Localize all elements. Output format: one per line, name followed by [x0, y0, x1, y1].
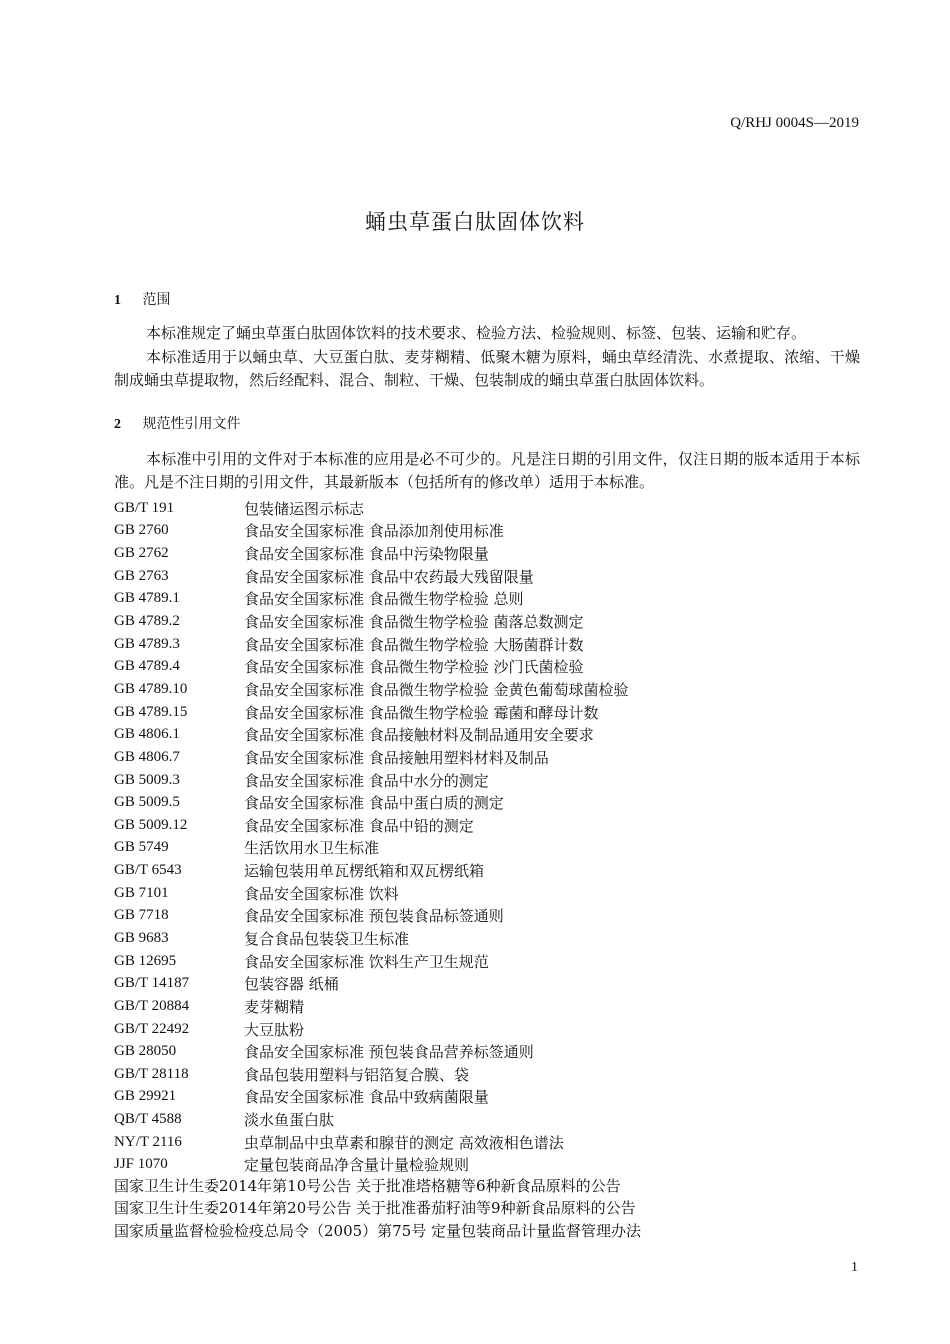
reference-code: GB 4789.2: [114, 613, 180, 630]
reference-row: [114, 520, 864, 543]
reference-code: GB/T 20884: [114, 997, 190, 1014]
reference-code: GB 4789.4: [114, 658, 180, 675]
reference-row: [114, 701, 864, 724]
reference-code: GB 5749: [114, 839, 169, 856]
reference-code: GB/T 14187: [114, 975, 190, 992]
reference-row: [114, 972, 864, 995]
reference-code: GB 2762: [114, 545, 169, 562]
reference-title: 食品安全国家标准 食品中水分的测定: [244, 771, 489, 790]
reference-code: GB 2760: [114, 522, 169, 539]
reference-code: GB 28050: [114, 1043, 177, 1060]
reference-row: [114, 655, 864, 678]
section-2-title: 规范性引用文件: [142, 416, 241, 432]
reference-title: 食品安全国家标准 食品中致病菌限量: [244, 1088, 489, 1107]
reference-row: [114, 927, 864, 950]
reference-code: GB/T 28118: [114, 1065, 189, 1082]
reference-row: [114, 497, 864, 520]
reference-row: [114, 1131, 864, 1154]
reference-row: [114, 610, 864, 633]
reference-row: [114, 791, 864, 814]
reference-title: 食品安全国家标准 食品添加剂使用标准: [244, 522, 504, 541]
notice-list: [114, 1174, 874, 1242]
reference-row: [114, 995, 864, 1018]
notice-row: 国家卫生计生委2014年第10号公告 关于批准塔格糖等6种新食品原料的公告: [114, 1176, 621, 1195]
reference-code: GB 9683: [114, 929, 169, 946]
section-1-paragraph: 本标准规定了蛹虫草蛋白肽固体饮料的技术要求、检验方法、检验规则、标签、包装、运输和贮存。: [146, 324, 807, 342]
reference-title: 食品安全国家标准 食品中污染物限量: [244, 545, 489, 564]
section-1-number: 1: [114, 293, 121, 308]
section-1-heading: [114, 289, 170, 309]
reference-title: 食品安全国家标准 食品微生物学检验 大肠菌群计数: [244, 635, 584, 654]
reference-row: [114, 678, 864, 701]
section-2-intro: 本标准中引用的文件对于本标准的应用是必不可少的。凡是注日期的引用文件，仅注日期的版本适用于本标准。凡是不注日期的引用文件，其最新版本（包括所有的修改单）适用于本标准。: [114, 450, 860, 491]
reference-code: GB 12695: [114, 952, 177, 969]
reference-title: 食品安全国家标准 食品接触用塑料材料及制品: [244, 748, 549, 767]
document-title: 蛹虫草蛋白肽固体饮料: [365, 210, 585, 234]
notice-row: 国家质量监督检验检疫总局令（2005）第75号 定量包装商品计量监督管理办法: [114, 1222, 642, 1241]
reference-title: 食品安全国家标准 食品微生物学检验 菌落总数测定: [244, 613, 584, 632]
reference-title: 食品安全国家标准 饮料: [244, 884, 399, 903]
section-2-heading: [114, 413, 240, 433]
section-1-title: 范围: [142, 292, 171, 308]
reference-code: GB 4789.3: [114, 635, 180, 652]
reference-code: GB 4806.1: [114, 726, 180, 743]
reference-title: 定量包装商品净含量计量检验规则: [244, 1156, 470, 1175]
reference-title: 包装容器 纸桶: [244, 975, 339, 994]
reference-title: 食品安全国家标准 食品微生物学检验 沙门氏菌检验: [244, 658, 584, 677]
reference-title: 麦芽糊精: [244, 997, 305, 1016]
reference-code: GB 4789.15: [114, 703, 188, 720]
reference-row: [114, 588, 864, 611]
reference-code: GB 7718: [114, 907, 169, 924]
reference-row: [114, 542, 864, 565]
reference-title: 食品安全国家标准 预包装食品营养标签通则: [244, 1043, 534, 1062]
reference-code: GB 4789.1: [114, 590, 180, 607]
reference-row: [114, 746, 864, 769]
reference-code: GB 4806.7: [114, 748, 180, 765]
section-2-number: 2: [114, 417, 121, 432]
reference-row: [114, 1063, 864, 1086]
reference-code: GB 2763: [114, 567, 169, 584]
reference-code: NY/T 2116: [114, 1133, 182, 1150]
reference-title: 食品安全国家标准 食品中蛋白质的测定: [244, 794, 504, 813]
reference-title: 食品安全国家标准 饮料生产卫生规范: [244, 952, 489, 971]
reference-code: GB 4789.10: [114, 680, 188, 697]
reference-title: 大豆肽粉: [244, 1020, 305, 1039]
reference-row: [114, 882, 864, 905]
reference-title: 淡水鱼蛋白肽: [244, 1111, 335, 1130]
reference-row: [114, 769, 864, 792]
reference-row: [114, 905, 864, 928]
reference-title: 食品安全国家标准 食品微生物学检验 金黄色葡萄球菌检验: [244, 680, 629, 699]
reference-row: [114, 1018, 864, 1041]
reference-title: 虫草制品中虫草素和腺苷的测定 高效液相色谱法: [244, 1133, 564, 1152]
reference-title: 包装储运图示标志: [244, 499, 365, 518]
reference-list: [114, 497, 864, 1176]
reference-code: GB 5009.3: [114, 771, 180, 788]
reference-title: 食品安全国家标准 食品中农药最大残留限量: [244, 567, 534, 586]
reference-row: [114, 1154, 864, 1177]
reference-title: 食品安全国家标准 预包装食品标签通则: [244, 907, 504, 926]
reference-row: [114, 565, 864, 588]
reference-title: 食品安全国家标准 食品接触材料及制品通用安全要求: [244, 726, 594, 745]
reference-code: GB 5009.12: [114, 816, 188, 833]
reference-code: GB 7101: [114, 884, 169, 901]
document-code: Q/RHJ 0004S—2019: [730, 115, 859, 131]
reference-row: [114, 1040, 864, 1063]
reference-title: 复合食品包装袋卫生标准: [244, 929, 410, 948]
reference-row: [114, 950, 864, 973]
section-1-paragraph: 本标准适用于以蛹虫草、大豆蛋白肽、麦芽糊精、低聚木糖为原料，蛹虫草经清洗、水煮提取、浓缩、干燥制成蛹虫草提取物，然后经配料、混合、制粒、干燥、包装制成的蛹虫草蛋白肽固体饮料。: [114, 348, 860, 389]
reference-title: 食品安全国家标准 食品中铅的测定: [244, 816, 474, 835]
reference-row: [114, 723, 864, 746]
reference-row: [114, 859, 864, 882]
notice-row: 国家卫生计生委2014年第20号公告 关于批准番茄籽油等9种新食品原料的公告: [114, 1199, 636, 1218]
reference-title: 食品安全国家标准 食品微生物学检验 霉菌和酵母计数: [244, 703, 599, 722]
reference-row: [114, 814, 864, 837]
reference-row: [114, 837, 864, 860]
reference-title: 食品安全国家标准 食品微生物学检验 总则: [244, 590, 524, 609]
reference-code: GB/T 6543: [114, 862, 182, 879]
reference-title: 生活饮用水卫生标准: [244, 839, 380, 858]
reference-code: GB 5009.5: [114, 794, 180, 811]
reference-code: QB/T 4588: [114, 1111, 182, 1128]
reference-code: GB 29921: [114, 1088, 177, 1105]
reference-row: [114, 1108, 864, 1131]
reference-row: [114, 633, 864, 656]
reference-code: GB/T 22492: [114, 1020, 190, 1037]
page-number: 1: [851, 1260, 858, 1275]
reference-code: GB/T 191: [114, 499, 175, 516]
reference-code: JJF 1070: [114, 1156, 168, 1173]
reference-title: 运输包装用单瓦楞纸箱和双瓦楞纸箱: [244, 862, 485, 881]
reference-row: [114, 1086, 864, 1109]
reference-title: 食品包装用塑料与铝箔复合膜、袋: [244, 1065, 470, 1084]
